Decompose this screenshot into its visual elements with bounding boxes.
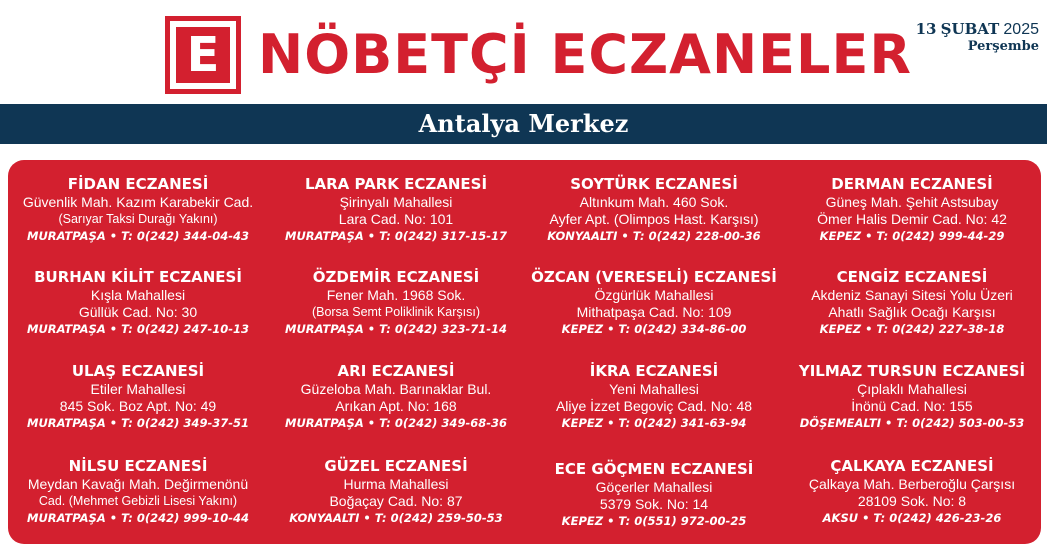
pharmacy-address-line2: Güllük Cad. No: 30 (78, 304, 198, 320)
pharmacy-address-line2: Ayfer Apt. (Olimpos Hast. Karşısı) (549, 211, 759, 227)
pharmacy-name: NİLSU ECZANESİ (68, 457, 208, 475)
pharmacy-contact: DÖŞEMEALTI • T: 0(242) 503-00-53 (799, 416, 1025, 430)
pharmacy-address-line2: Boğaçay Cad. No: 87 (329, 493, 463, 509)
pharmacy-card (268, 457, 524, 526)
pharmacy-contact: KEPEZ • T: 0(242) 227-38-18 (819, 322, 1005, 336)
pharmacy-address-line1: Meydan Kavağı Mah. Değirmenönü (27, 476, 249, 492)
pharmacy-name: ÇALKAYA ECZANESİ (830, 457, 994, 475)
pharmacy-card (526, 175, 782, 244)
date-block (916, 20, 1039, 55)
pharmacy-address-line1: Güneş Mah. Şehit Astsubay (825, 194, 999, 210)
pharmacy-address-line2: Mithatpaşa Cad. No: 109 (576, 304, 732, 320)
pharmacy-name: YILMAZ TURSUN ECZANESİ (798, 362, 1026, 380)
pharmacy-card (526, 460, 782, 529)
pharmacy-address-line1: Yeni Mahallesi (609, 381, 699, 397)
pharmacy-address-line1: Altınkum Mah. 460 Sok. (579, 194, 729, 210)
pharmacy-card (10, 175, 266, 244)
pharmacy-address-line1: Fener Mah. 1968 Sok. (326, 287, 466, 303)
pharmacy-address-line2: Ahatlı Sağlık Ocağı Karşısı (828, 304, 996, 320)
pharmacy-name: CENGİZ ECZANESİ (836, 268, 988, 286)
pharmacy-name: SOYTÜRK ECZANESİ (570, 175, 738, 193)
pharmacy-address-line2: 28109 Sok. No: 8 (857, 493, 967, 509)
date-year: 2025 (1003, 21, 1039, 38)
pharmacy-address-line2: (Borsa Semt Poliklinik Karşısı) (311, 305, 481, 319)
pharmacy-contact: KEPEZ • T: 0(242) 999-44-29 (819, 229, 1005, 243)
region-title: Antalya Merkez (418, 109, 629, 138)
pharmacy-address-line1: Çıplaklı Mahallesi (857, 381, 967, 397)
pharmacy-address-line1: Hurma Mahallesi (343, 476, 449, 492)
pharmacy-contact: MURATPAŞA • T: 0(242) 247-10-13 (27, 322, 249, 336)
pharmacy-contact: MURATPAŞA • T: 0(242) 349-37-51 (27, 416, 249, 430)
logo-letter: E (176, 27, 230, 83)
pharmacy-address-line1: Güzeloba Mah. Barınaklar Bul. (300, 381, 492, 397)
pharmacy-card (784, 268, 1040, 337)
pharmacy-name: İKRA ECZANESİ (589, 362, 719, 380)
pharmacy-contact: KEPEZ • T: 0(242) 334-86-00 (561, 322, 747, 336)
pharmacy-address-line2: 5379 Sok. No: 14 (599, 496, 709, 512)
date-weekday: Perşembe (967, 39, 1039, 54)
pharmacy-address-line2: Lara Cad. No: 101 (338, 211, 454, 227)
pharmacy-address-line1: Akdeniz Sanayi Sitesi Yolu Üzeri (811, 287, 1013, 303)
page-header (0, 0, 1047, 102)
pharmacy-contact: KEPEZ • T: 0(551) 972-00-25 (561, 514, 747, 528)
page-title: NÖBETÇİ ECZANELER (258, 23, 912, 86)
pharmacy-address-line2: Arıkan Apt. No: 168 (335, 398, 457, 414)
pharmacy-address-line2: (Sarıyar Taksi Durağı Yakını) (58, 212, 218, 226)
pharmacy-card (268, 175, 524, 244)
pharmacy-list-panel (8, 160, 1041, 544)
pharmacy-card (784, 457, 1040, 526)
pharmacy-name: ECE GÖÇMEN ECZANESİ (554, 460, 754, 478)
pharmacy-contact: KEPEZ • T: 0(242) 341-63-94 (561, 416, 747, 430)
pharmacy-card (10, 457, 266, 526)
pharmacy-address-line1: Güvenlik Mah. Kazım Karabekir Cad. (22, 194, 254, 210)
pharmacy-card (526, 268, 782, 337)
pharmacy-name: BURHAN KİLİT ECZANESİ (34, 268, 242, 286)
pharmacy-name: DERMAN ECZANESİ (831, 175, 993, 193)
pharmacy-address-line1: Göçerler Mahallesi (595, 479, 713, 495)
pharmacy-card (784, 362, 1040, 431)
pharmacy-address-line1: Şirinyalı Mahallesi (339, 194, 453, 210)
pharmacy-card (10, 268, 266, 337)
pharmacy-card (784, 175, 1040, 244)
pharmacy-name: ÖZCAN (VERESELİ) ECZANESİ (531, 268, 777, 286)
pharmacy-name: GÜZEL ECZANESİ (324, 457, 468, 475)
pharmacy-address-line1: Kışla Mahallesi (90, 287, 186, 303)
pharmacy-contact: MURATPAŞA • T: 0(242) 999-10-44 (27, 511, 249, 525)
pharmacy-card (10, 362, 266, 431)
date-month: ŞUBAT (940, 20, 1000, 38)
pharmacy-contact: AKSU • T: 0(242) 426-23-26 (822, 511, 1002, 525)
pharmacy-contact: MURATPAŞA • T: 0(242) 317-15-17 (285, 229, 507, 243)
pharmacy-address-line2: Aliye İzzet Begoviç Cad. No: 48 (555, 398, 753, 414)
pharmacy-contact: KONYAALTI • T: 0(242) 259-50-53 (289, 511, 503, 525)
pharmacy-contact: MURATPAŞA • T: 0(242) 349-68-36 (285, 416, 507, 430)
date-line (916, 20, 1039, 39)
pharmacy-card (526, 362, 782, 431)
pharmacy-name: ÖZDEMİR ECZANESİ (312, 268, 480, 286)
pharmacy-address-line1: Çalkaya Mah. Berberoğlu Çarşısı (808, 476, 1016, 492)
pharmacy-contact: MURATPAŞA • T: 0(242) 323-71-14 (285, 322, 507, 336)
pharmacy-contact: KONYAALTI • T: 0(242) 228-00-36 (547, 229, 761, 243)
pharmacy-address-line1: Özgürlük Mahallesi (594, 287, 714, 303)
pharmacy-address-line2: İnönü Cad. No: 155 (851, 398, 973, 414)
pharmacy-card (268, 362, 524, 431)
pharmacy-name: FİDAN ECZANESİ (67, 175, 209, 193)
pharmacy-card (268, 268, 524, 337)
region-bar (0, 104, 1047, 144)
pharmacy-address-line1: Etiler Mahallesi (90, 381, 186, 397)
date-day: 13 (915, 20, 937, 38)
pharmacy-name: LARA PARK ECZANESİ (304, 175, 488, 193)
pharmacy-address-line2: Ömer Halis Demir Cad. No: 42 (817, 211, 1007, 227)
pharmacy-address-line2: Cad. (Mehmet Gebizli Lisesi Yakını) (38, 494, 238, 508)
pharmacy-name: ULAŞ ECZANESİ (71, 362, 205, 380)
pharmacy-address-line2: 845 Sok. Boz Apt. No: 49 (59, 398, 217, 414)
pharmacy-name: ARI ECZANESİ (337, 362, 455, 380)
pharmacy-contact: MURATPAŞA • T: 0(242) 344-04-43 (27, 229, 249, 243)
pharmacy-e-logo (165, 16, 241, 94)
